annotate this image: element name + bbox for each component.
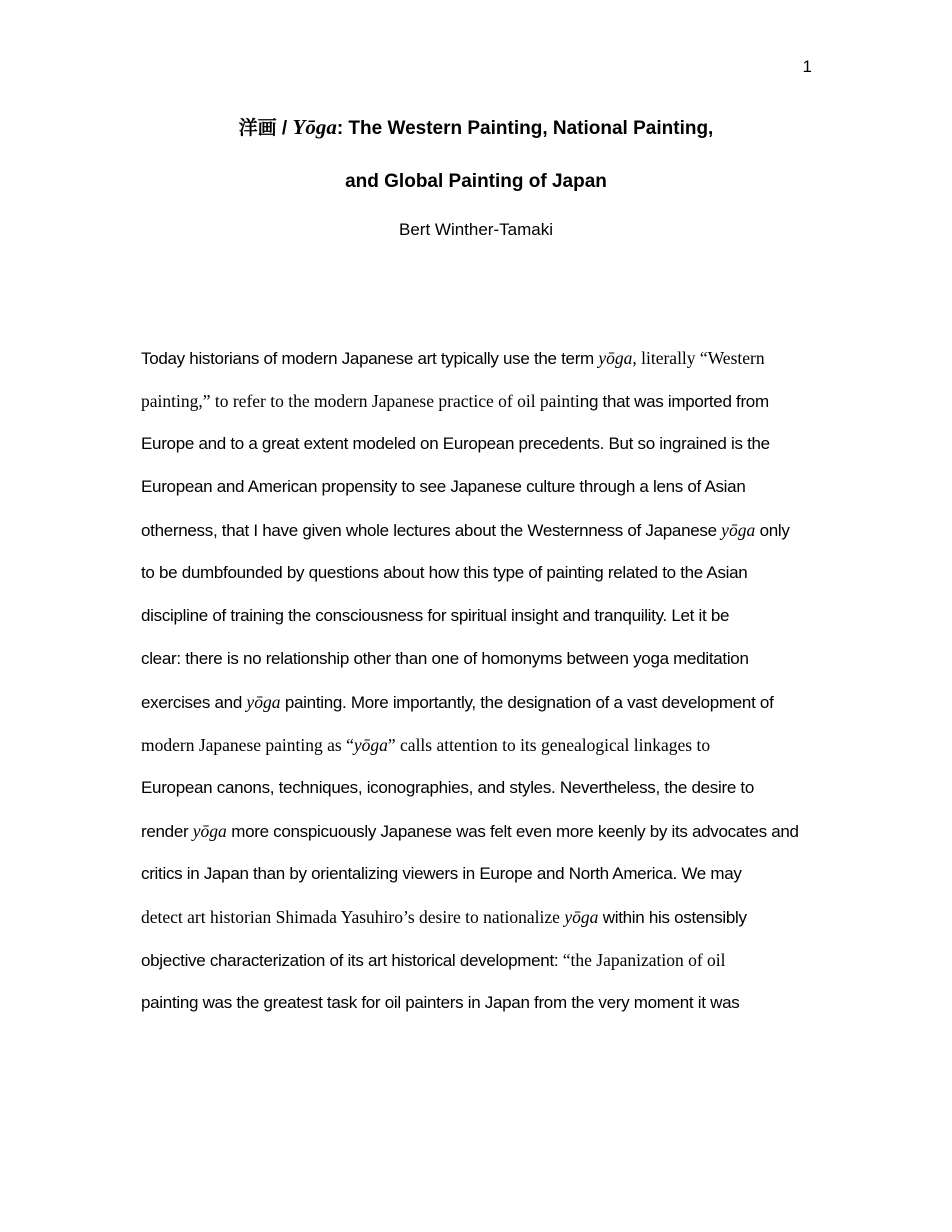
title-yoga: Yōga (292, 115, 337, 139)
body-text: detect art historian Shimada Yasuhiro’s desire to nationalize (141, 907, 565, 927)
body-text: , literally “Western (632, 348, 765, 368)
body-line-13: critics in Japan than by orientalizing viewers in Europe and North America. We may (141, 864, 742, 883)
body-line-4: European and American propensity to see Japanese culture through a lens of Asian (141, 477, 746, 496)
body-line-9 (141, 691, 821, 714)
body-line-7: discipline of training the consciousness for spiritual insight and tranquility. Let it be (141, 606, 730, 625)
author-name: Bert Winther-Tamaki (399, 220, 553, 239)
title-rest: : The Western Painting, National Painting, (336, 118, 714, 139)
body-line-5 (141, 519, 821, 542)
body-line-2 (141, 390, 821, 413)
body-line-3: Europe and to a great extent modeled on European precedents. But so ingrained is the (141, 434, 770, 453)
body-term: yōga (246, 692, 281, 712)
body-text: only (755, 521, 790, 540)
body-text: more conspicuously Japanese was felt even more keenly by its advocates and (226, 822, 799, 841)
body-term: yōga (353, 735, 388, 755)
body-text: painting,” to refer to the modern Japanese practice of oil painti (141, 391, 580, 411)
paper-title-line-2: and Global Painting of Japan (345, 171, 607, 192)
body-text: ng that was imported from (579, 392, 769, 411)
body-line-15 (141, 949, 821, 972)
body-line-12 (141, 820, 821, 843)
body-text: exercises and (141, 693, 247, 712)
title-separator: / (276, 118, 293, 139)
body-term: yōga (564, 907, 599, 927)
body-text: “the Japanization of oil (562, 950, 726, 970)
body-line-11: European canons, techniques, iconographies, and styles. Nevertheless, the desire to (141, 778, 754, 797)
body-line-8: clear: there is no relationship other than one of homonyms between yoga meditation (141, 649, 749, 668)
body-line-16: painting was the greatest task for oil painters in Japan from the very moment it was (141, 993, 740, 1012)
body-term: yōga (192, 821, 227, 841)
body-term: yōga (721, 520, 756, 540)
body-term: yōga (598, 348, 633, 368)
body-text: otherness, that I have given whole lectures about the Westernness of Japanese (141, 521, 722, 540)
paper-title-line-1 (0, 115, 952, 141)
body-text: Today historians of modern Japanese art typically use the term (141, 349, 599, 368)
body-text: within his ostensibly (598, 908, 747, 927)
body-text: ” calls attention to its genealogical linkages to (387, 735, 711, 755)
body-text: painting. More importantly, the designation of a vast development of (280, 693, 774, 712)
body-line-1 (141, 347, 821, 370)
page-number: 1 (802, 57, 812, 76)
body-text: objective characterization of its art historical development: (141, 951, 563, 970)
body-line-6: to be dumbfounded by questions about how this type of painting related to the Asian (141, 563, 748, 582)
body-text: modern Japanese painting as “ (141, 735, 354, 755)
body-line-14 (141, 906, 821, 929)
title-kanji: 洋画 (238, 117, 277, 139)
body-text: render (141, 822, 193, 841)
body-line-10 (141, 734, 821, 757)
